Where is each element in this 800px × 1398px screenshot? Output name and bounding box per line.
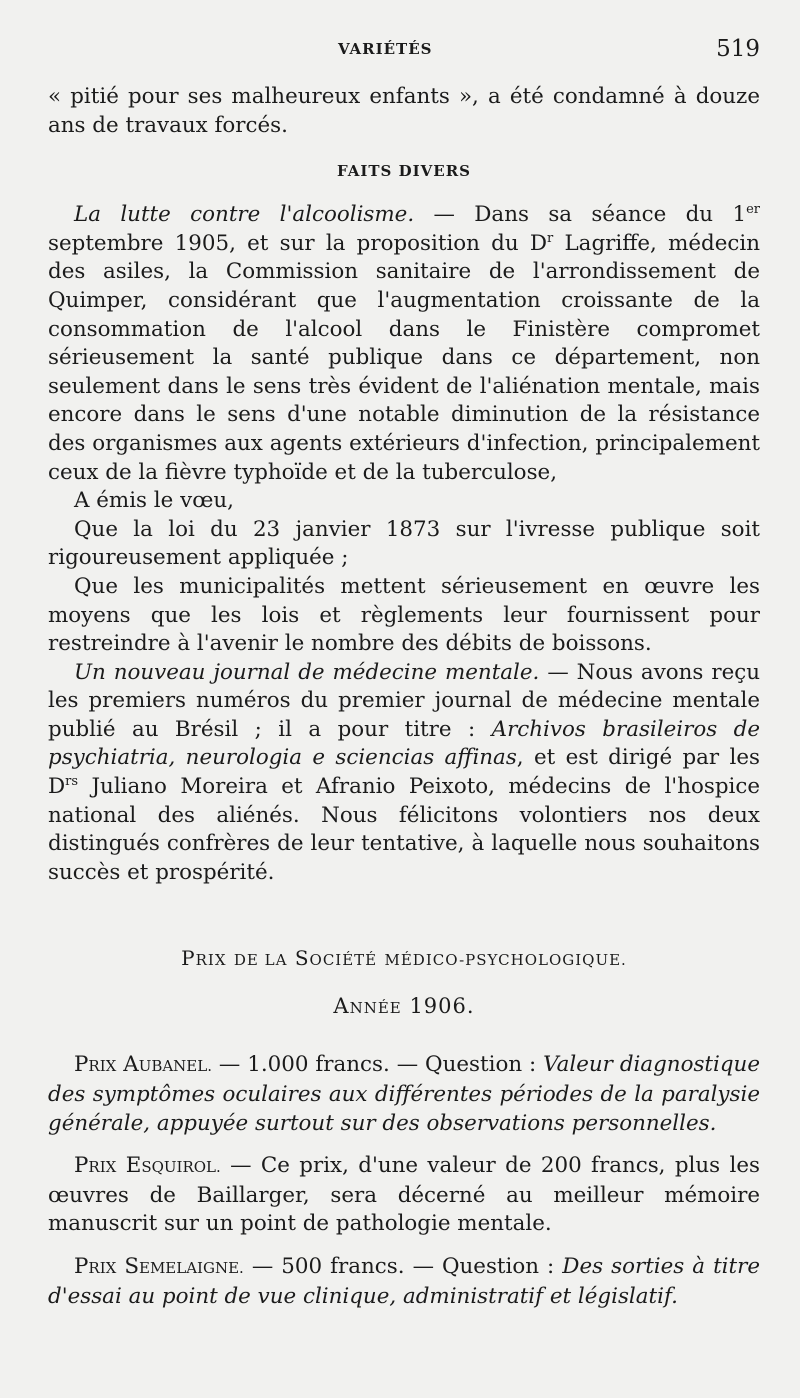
running-head bbox=[48, 36, 760, 66]
opening-paragraph: « pitié pour ses malheureux enfants », a été condamné à douze ans de travaux forcés. bbox=[48, 84, 760, 138]
journal-name: Archivos brasileiros de psychiatria, neurologia e sciencias affinas bbox=[48, 716, 760, 771]
page-number: 519 bbox=[716, 36, 760, 62]
year-heading: ANNÉE 1906. bbox=[333, 994, 475, 1019]
loi-paragraph: Que la loi du 23 janvier 1873 sur l'ivresse publique soit rigoureusement appliquée ; bbox=[48, 516, 760, 571]
journal-paragraph: Un nouveau journal de médecine mentale. — Nous avons reçu les premiers numéros du premier journal de médecine mentale publié au Brésil ; il a pour titre : Archivos brasileiros de psychiatria, neurologia e sciencias affinas, et est dirigé par les $D^{rs}$ Juliano Moreira et Afranio Peixoto, médecins de l'hospice national des aliénés. Nous félicitons volontiers nos deux distingués confrères de leur tentative, à laquelle nous souhaitons succès et prospérité. bbox=[48, 659, 760, 885]
journal-title: Un nouveau journal de médecine mentale. bbox=[74, 659, 540, 685]
page-body bbox=[48, 83, 760, 1325]
prix-semelaigne: PRIX SEMELAIGNE. — 500 francs. — Question : Des sorties à titre d'essai au point de vue clinique, administratif et législatif. bbox=[48, 1254, 760, 1309]
prix-aubanel: PRIX AUBANEL. — 1.000 francs. — Question : Valeur diagnostique des symptômes oculaires aux différentes périodes de la paralysie générale, appuyée surtout sur des observations personnelles. bbox=[48, 1052, 760, 1136]
alcoolisme-paragraph: La lutte contre l'alcoolisme. — Dans sa séance du 1er septembre 1905, et sur la proposition du $D^r$ Lagriffe, médecin des asiles, la Commission sanitaire de l'arrondissement de Quimper, considérant que l'augmentation croissante de la consommation de l'alcool dans le Finistère compromet sérieusement la santé publique dans ce département, non seulement dans le sens très évident de l'aliénation mentale, mais encore dans le sens d'une notable diminution de la résistance des organismes aux agents extérieurs d'infection, principalement ceux de la fièvre typhoïde et de la tuberculose, bbox=[48, 202, 760, 485]
voeu-paragraph: A émis le vœu, bbox=[74, 488, 234, 514]
alcoolisme-title: La lutte contre l'alcoolisme. bbox=[74, 202, 415, 228]
prix-esquirol: PRIX ESQUIROL. — Ce prix, d'une valeur de 200 francs, plus les œuvres de Baillarger, sera décerné au meilleur mémoire manuscrit sur un point de pathologie mentale. bbox=[48, 1153, 760, 1237]
municipalites-paragraph: Que les municipalités mettent sérieusement en œuvre les moyens que les lois et règlements leur fournissent pour restreindre à l'avenir le nombre des débits de boissons. bbox=[48, 573, 760, 657]
faits-divers-heading: FAITS DIVERS bbox=[336, 162, 472, 181]
running-title: VARIÉTÉS bbox=[338, 40, 433, 58]
prix-section-title: PRIX DE LA SOCIÉTÉ MÉDICO-PSYCHOLOGIQUE. bbox=[181, 946, 627, 971]
